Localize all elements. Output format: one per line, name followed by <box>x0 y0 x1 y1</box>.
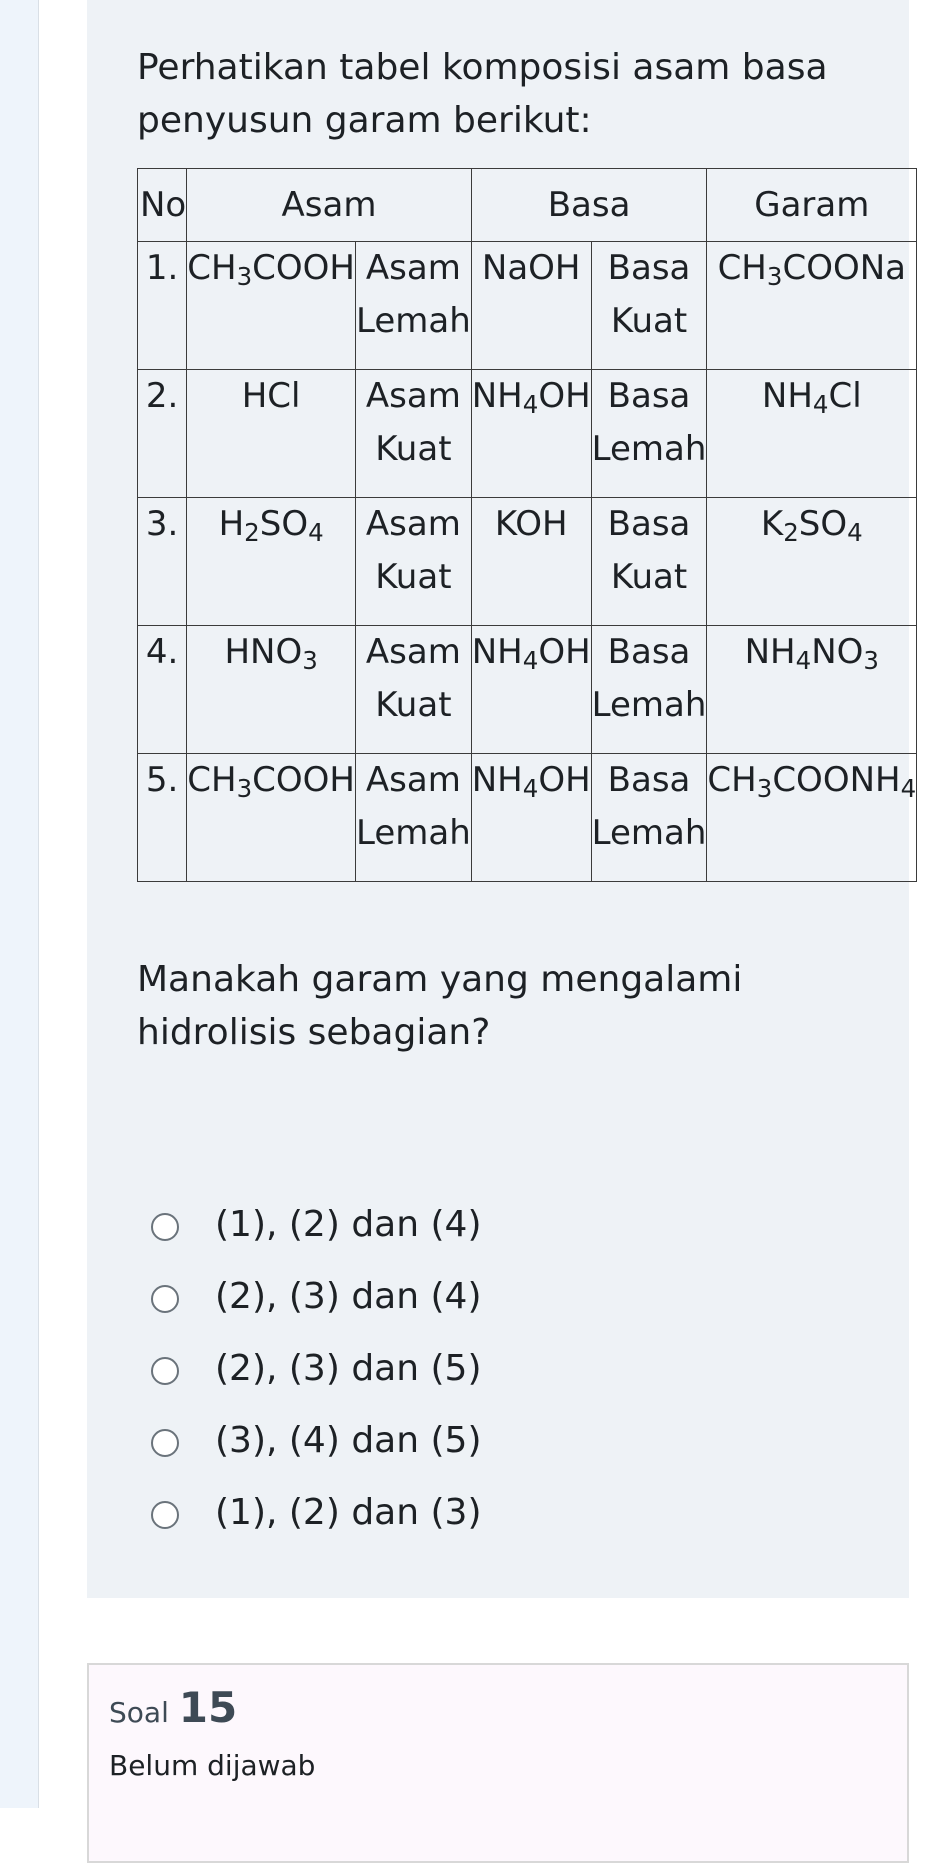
cell-no: 3. <box>138 498 187 626</box>
cell-base-formula: KOH <box>471 498 591 626</box>
formula-subscript: 4 <box>812 390 829 420</box>
option-label: (1), (2) dan (3) <box>215 1491 482 1533</box>
answer-option-4[interactable] <box>151 1404 481 1476</box>
answer-option-1[interactable] <box>151 1188 481 1260</box>
formula-subscript: 3 <box>236 262 253 292</box>
answer-option-2[interactable] <box>151 1260 481 1332</box>
header-basa: Basa <box>471 169 707 242</box>
table-row <box>138 626 917 754</box>
formula-subscript: 4 <box>522 390 539 420</box>
formula-subscript: 4 <box>522 774 539 804</box>
cell-acid-formula: $CH_3COOH$ <box>187 754 356 882</box>
radio-button[interactable] <box>151 1501 179 1529</box>
formula-subscript: 2 <box>783 518 799 548</box>
formula-subscript: 4 <box>522 646 539 676</box>
cell-base-formula: $NH_4OH$ <box>471 370 591 498</box>
question-status: Belum dijawab <box>109 1749 316 1782</box>
option-label: (2), (3) dan (4) <box>215 1275 482 1317</box>
formula-subscript: 3 <box>863 646 879 676</box>
question-prompt: Manakah garam yang mengalami hidrolisis sebagian? <box>137 959 743 1053</box>
formula-subscript: 3 <box>756 774 773 804</box>
cell-base-strength: Basa Lemah <box>591 754 707 882</box>
cell-no: 5. <box>138 754 187 882</box>
option-label: (2), (3) dan (5) <box>215 1347 482 1389</box>
question-number: 15 <box>178 1683 238 1732</box>
cell-acid-strength: Asam Kuat <box>355 498 471 626</box>
composition-table <box>137 168 917 882</box>
cell-no: 1. <box>138 242 187 370</box>
cell-no: 4. <box>138 626 187 754</box>
left-rail <box>0 0 39 1808</box>
cell-base-strength: Basa Lemah <box>591 626 707 754</box>
cell-acid-formula: $CH_3COOH$ <box>187 242 356 370</box>
table-row <box>138 754 917 882</box>
cell-no: 2. <box>138 370 187 498</box>
table-body <box>138 242 917 882</box>
cell-base-formula: NaOH <box>471 242 591 370</box>
formula-subscript: 3 <box>236 774 253 804</box>
radio-button[interactable] <box>151 1285 179 1313</box>
cell-acid-formula: $H_2SO_4$ <box>187 498 356 626</box>
formula-subscript: 2 <box>244 518 260 548</box>
cell-salt-formula: $CH_3COONa$ <box>707 242 917 370</box>
cell-base-strength: Basa Kuat <box>591 498 707 626</box>
option-label: (3), (4) dan (5) <box>215 1419 482 1461</box>
cell-salt-formula: $K_2SO_4$ <box>707 498 917 626</box>
cell-base-formula: $NH_4OH$ <box>471 754 591 882</box>
radio-button[interactable] <box>151 1213 179 1241</box>
cell-acid-strength: Asam Lemah <box>355 754 471 882</box>
question-label: Soal <box>109 1696 169 1729</box>
next-question-heading <box>109 1683 237 1732</box>
option-label: (1), (2) dan (4) <box>215 1203 482 1245</box>
question-intro: Perhatikan tabel komposisi asam basa penyusun garam berikut: <box>137 47 828 141</box>
cell-base-strength: Basa Kuat <box>591 242 707 370</box>
cell-salt-formula: $NH_4Cl$ <box>707 370 917 498</box>
answer-option-5[interactable] <box>151 1476 481 1548</box>
answer-options <box>151 1188 481 1548</box>
header-garam: Garam <box>707 169 917 242</box>
cell-acid-strength: Asam Kuat <box>355 626 471 754</box>
cell-acid-formula: $HNO_3$ <box>187 626 356 754</box>
header-no: No <box>138 169 187 242</box>
cell-acid-formula: HCl <box>187 370 356 498</box>
formula-subscript: 4 <box>308 518 324 548</box>
table-row <box>138 242 917 370</box>
cell-base-strength: Basa Lemah <box>591 370 707 498</box>
formula-subscript: 4 <box>847 518 863 548</box>
table-header-row <box>138 169 917 242</box>
radio-button[interactable] <box>151 1357 179 1385</box>
next-question-card[interactable] <box>87 1663 909 1863</box>
formula-subscript: 4 <box>795 646 812 676</box>
formula-subscript: 4 <box>900 774 917 804</box>
formula-subscript: 3 <box>766 262 783 292</box>
answer-option-3[interactable] <box>151 1332 481 1404</box>
cell-salt-formula: $NH_4NO_3$ <box>707 626 917 754</box>
cell-acid-strength: Asam Kuat <box>355 370 471 498</box>
table-row <box>138 370 917 498</box>
table-row <box>138 498 917 626</box>
cell-salt-formula: $CH_3COONH_4$ <box>707 754 917 882</box>
radio-button[interactable] <box>151 1429 179 1457</box>
cell-base-formula: $NH_4OH$ <box>471 626 591 754</box>
cell-acid-strength: Asam Lemah <box>355 242 471 370</box>
formula-subscript: 3 <box>302 646 318 676</box>
header-asam: Asam <box>187 169 472 242</box>
question-panel <box>87 0 917 1598</box>
